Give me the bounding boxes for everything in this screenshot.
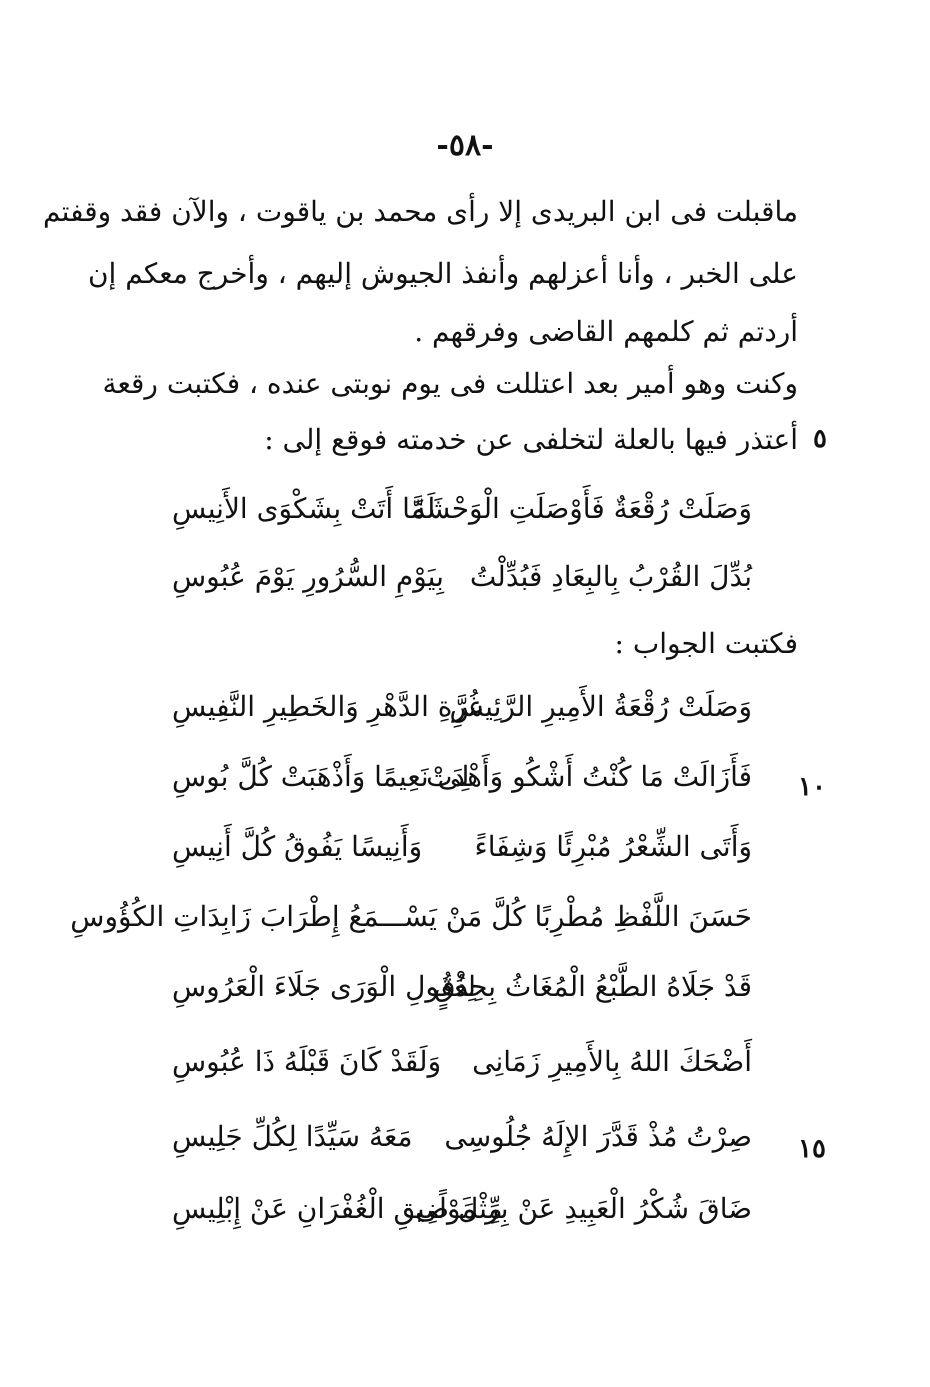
hemistich-right: صِرْتُ مُذْ قَدَّرَ الإِلَهُ جُلُوسِى (444, 1120, 752, 1153)
line-number-marker: ١٠ (798, 772, 826, 802)
hemistich-right: ضَاقَ شُكْرُ الْعَبِيدِ عَنْ بِرِّ مَوْلًى (415, 1192, 752, 1225)
verse (70, 900, 752, 940)
verse (172, 1192, 752, 1232)
hemistich-left: لَمَّا أَتَتْ بِشَكْوَى الأَنِيسِ (172, 492, 436, 525)
hemistich-right: فَأَزَالَتْ مَا كُنْتُ أَشْكُو وَأَهْدَتْ (426, 760, 752, 793)
prose-line: على الخبر ، وأنا أعزلهم وأنفذ الجيوش إليهم ، وأخرج معكم إن (87, 257, 798, 290)
page-number: -٥٨- (436, 128, 494, 163)
prose-line: أعتذر فيها بالعلة لتخلفى عن خدمته فوقع إلى : (264, 423, 798, 456)
hemistich-left: مِثْلَ ضِيقِ الْغُفْرَانِ عَنْ إِبْلِيسِ (172, 1192, 503, 1225)
verse (172, 760, 752, 800)
verse-full-line: حَسَنَ اللَّفْظِ مُطْرِبًا كُلَّ مَنْ يَسْـــمَعُ إِطْرَابَ زَابِدَاتِ الكُؤُوسِ (70, 900, 752, 933)
hemistich-left: لِى نَعِيمًا وَأَذْهَبَتْ كُلَّ بُوسِ (172, 760, 470, 793)
verse (172, 560, 752, 600)
hemistich-right: أَضْحَكَ اللهُ بِالأَمِيرِ زَمَانِى (472, 1045, 752, 1078)
verse (172, 492, 752, 532)
hemistich-left: وَلَقَدْ كَانَ قَبْلَهُ ذَا عُبُوسِ (172, 1045, 442, 1078)
hemistich-left: غُرَّةِ الدَّهْرِ وَالخَطِيرِ النَّفِيسِ (172, 690, 483, 723)
prose-line: وكنت وهو أمير بعد اعتللت فى يوم نوبتى عنده ، فكتبت رقعة (102, 367, 798, 400)
verse (172, 1045, 752, 1085)
hemistich-left: وَأَنِيسًا يَفُوقُ كُلَّ أَنِيسِ (172, 830, 423, 863)
hemistich-right: قَدْ جَلَاهُ الطَّبْعُ الْمُغَاثُ بِحِذْقٍ (433, 970, 752, 1003)
hemistich-right: وَصَلَتْ رُقْعَةُ الأَمِيرِ الرَّئِيسِ (449, 690, 752, 723)
verse (172, 830, 752, 870)
verse (172, 1120, 752, 1160)
reply-intro: فكتبت الجواب : (614, 627, 798, 660)
hemistich-right: وَأَتَى الشِّعْرُ مُبْرِئًا وَشِفَاءً (474, 830, 752, 863)
prose-line: أردتم ثم كلمهم القاضى وفرقهم . (414, 315, 798, 348)
line-number-marker: ٥ (813, 424, 827, 454)
hemistich-left: لِعُقُولِ الْوَرَى جَلَاءَ الْعَرُوسِ (172, 970, 477, 1003)
hemistich-right: بُدِّلَ القُرْبُ بِالبِعَادِ فَبُدِّلْتُ (469, 560, 752, 593)
verse (172, 970, 752, 1010)
prose-line: ماقبلت فى ابن البريدى إلا رأى محمد بن ياقوت ، والآن فقد وقفتم (43, 195, 798, 228)
line-number-marker: ١٥ (798, 1134, 826, 1164)
verse (172, 690, 752, 730)
hemistich-right: وَصَلَتْ رُقْعَةٌ فَأَوْصَلَتِ الْوَحْشَةَ (411, 492, 752, 525)
hemistich-left: بِيَوْمِ السُّرُورِ يَوْمَ عُبُوسِ (172, 560, 444, 593)
hemistich-left: مَعَهُ سَيِّدًا لِكُلِّ جَلِيسِ (172, 1120, 413, 1153)
